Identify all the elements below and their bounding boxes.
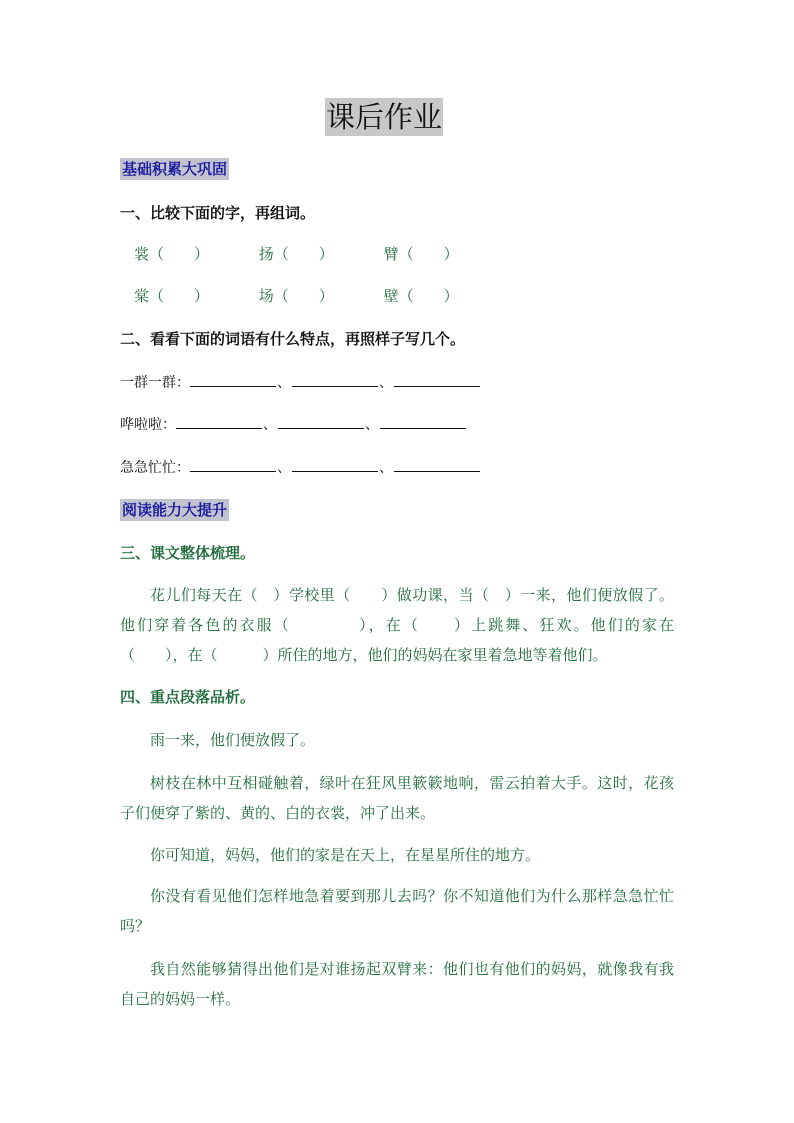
char-compare-item: 臂（ ） xyxy=(383,245,459,263)
question-2-heading: 二、看看下面的词语有什么特点，再照样子写几个。 xyxy=(120,330,466,348)
answer-blank[interactable] xyxy=(394,372,480,387)
page-title: 课后作业 xyxy=(325,100,442,134)
char-compare-item: 场（ ） xyxy=(258,287,334,305)
word-pattern-label: 急急忙忙： xyxy=(120,460,190,476)
question-4-heading: 四、重点段落品析。 xyxy=(120,688,256,706)
char-compare-item: 裳（ ） xyxy=(134,245,210,263)
answer-blank[interactable] xyxy=(292,457,378,472)
answer-blank[interactable] xyxy=(394,457,480,472)
word-pattern-row: 急急忙忙： 、 、 xyxy=(120,457,480,479)
answer-blank[interactable] xyxy=(380,414,466,429)
word-pattern-row: 哗啦啦： 、 、 xyxy=(120,414,466,436)
word-pattern-label: 哗啦啦： xyxy=(120,417,176,433)
question-3-heading: 三、课文整体梳理。 xyxy=(120,544,256,562)
answer-blank[interactable] xyxy=(190,372,276,387)
reading-paragraph: 雨一来，他们便放假了。 xyxy=(150,731,316,749)
word-pattern-label: 一群一群： xyxy=(120,375,190,391)
summary-fill-paragraph: 花儿们每天在（ ）学校里（ ）做功课，当（ ）一来，他们便放假了。他们穿着各色的衣服（ ），在（ ）上跳舞、狂欢。他们的家在（ ），在（ ）所住的地方，他们的妈妈在家里着急地等着他们。 xyxy=(120,586,674,664)
char-compare-row-2 xyxy=(134,285,504,307)
reading-paragraph: 你可知道，妈妈，他们的家是在天上，在星星所住的地方。 xyxy=(150,846,541,864)
reading-paragraph: 树枝在林中互相碰触着，绿叶在狂风里簌簌地响，雷云拍着大手。这时，花孩子们便穿了紫的、黄的、白的衣裳，冲了出来。 xyxy=(120,774,674,822)
char-compare-item: 棠（ ） xyxy=(134,287,210,305)
reading-paragraph: 你没有看见他们怎样地急着要到那儿去吗？你不知道他们为什么那样急急忙忙吗？ xyxy=(120,887,674,935)
section-tag-reading: 阅读能力大提升 xyxy=(122,501,228,519)
word-pattern-row: 一群一群： 、 、 xyxy=(120,372,480,394)
char-compare-row-1 xyxy=(134,243,504,265)
char-compare-item: 扬（ ） xyxy=(258,245,334,263)
question-1-heading: 一、比较下面的字，再组词。 xyxy=(120,204,316,222)
section-tag-basics: 基础积累大巩固 xyxy=(122,160,228,178)
reading-paragraph: 我自然能够猜得出他们是对谁扬起双臂来：他们也有他们的妈妈，就像我有我自己的妈妈一样。 xyxy=(120,960,674,1008)
answer-blank[interactable] xyxy=(278,414,364,429)
char-compare-item: 壁（ ） xyxy=(383,287,459,305)
answer-blank[interactable] xyxy=(190,457,276,472)
answer-blank[interactable] xyxy=(176,414,262,429)
answer-blank[interactable] xyxy=(292,372,378,387)
